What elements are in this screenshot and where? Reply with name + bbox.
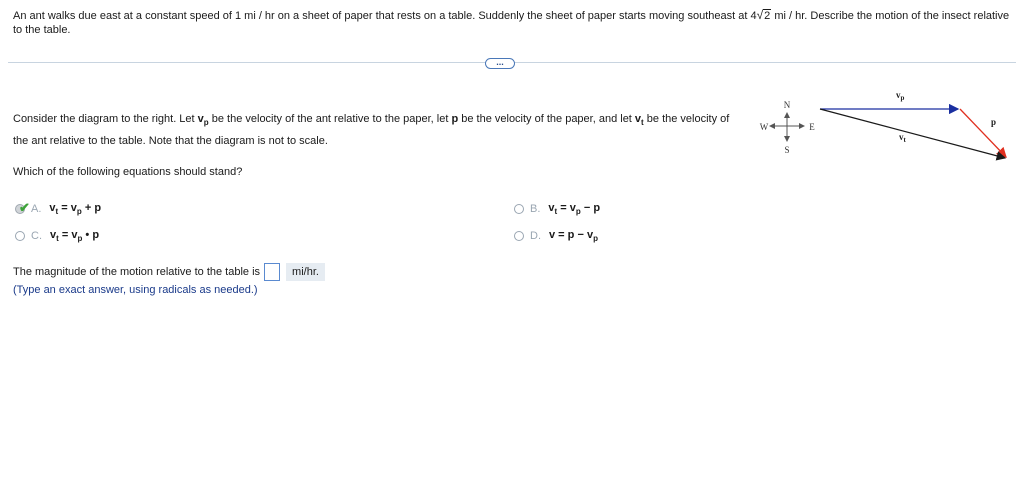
label-vt: $v_t$ (899, 132, 906, 144)
answer-hint: (Type an exact answer, using radicals as needed.) (13, 284, 258, 296)
radio-d[interactable] (514, 231, 524, 241)
option-equation: $v_t = v_p + p$ (49, 201, 102, 217)
instructions-text: Consider the diagram to the right. Let $v_p$ be the velocity of the ant relative to the paper, let p be the velocity of the paper, and let $v_t$ be the velocity of the ant relative to the table. Note that the diagram is not to scale. (13, 113, 730, 148)
vector-diagram (757, 86, 1017, 166)
vector-vt (820, 109, 1005, 158)
magnitude-row (13, 263, 325, 281)
radio-b[interactable] (514, 204, 524, 214)
magnitude-answer-input[interactable] (264, 263, 280, 281)
vector-p (960, 109, 1006, 157)
show-more-button[interactable]: ... (485, 58, 515, 69)
option-letter: C. (31, 230, 42, 242)
option-b[interactable] (514, 201, 600, 217)
sqrt-expression: √2 (756, 8, 771, 22)
compass-north: N (783, 100, 791, 110)
radio-a[interactable] (15, 200, 30, 215)
option-letter: A. (31, 203, 42, 215)
option-equation: $v_t = v_p - p$ (548, 201, 601, 217)
option-c[interactable] (15, 228, 99, 244)
radio-c[interactable] (15, 231, 25, 241)
magnitude-label: The magnitude of the motion relative to the table is (13, 266, 261, 278)
question-text: An ant walks due east at a constant speed of 1 mi / hr on a sheet of paper that rests on a table. Suddenly the sheet of paper starts moving southeast at 4√2 mi / hr. Describe the motion of the insect relative to the table. (13, 8, 1010, 36)
option-d[interactable] (514, 228, 598, 244)
compass-icon (760, 100, 816, 155)
check-icon: ✔ (19, 200, 30, 215)
compass-south: S (784, 145, 790, 155)
label-p: p (991, 117, 997, 127)
option-letter: D. (530, 230, 541, 242)
compass-east: E (809, 122, 815, 132)
unit-label: mi/hr. (286, 263, 325, 281)
option-a[interactable] (15, 201, 101, 217)
option-equation: $v = p - v_p$ (549, 228, 598, 244)
label-vp: $v_p$ (896, 90, 905, 102)
option-letter: B. (530, 203, 541, 215)
option-equation: $v_t = v_p$ • p (50, 228, 100, 244)
compass-west: W (759, 122, 769, 132)
sub-question: Which of the following equations should stand? (13, 166, 243, 178)
